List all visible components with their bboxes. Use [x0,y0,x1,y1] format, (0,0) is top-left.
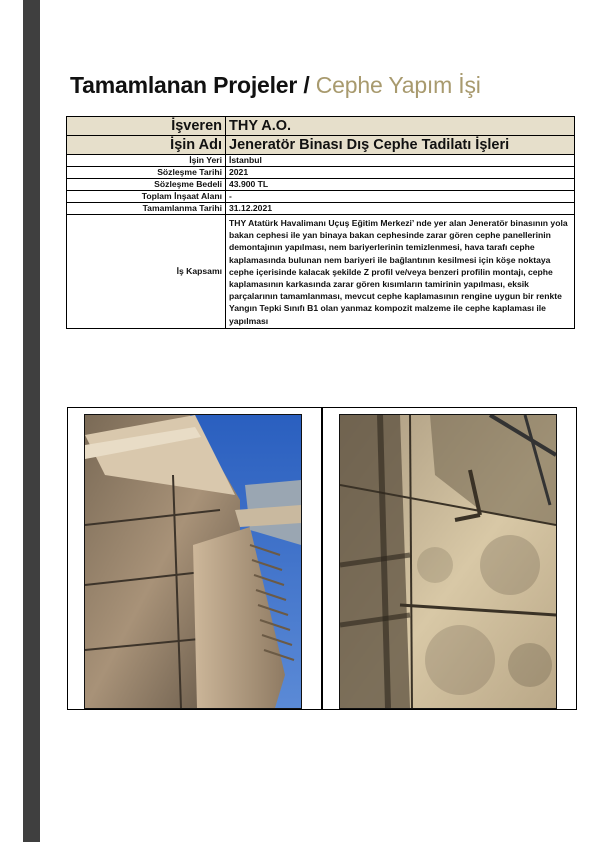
title-main: Tamamlanan Projeler [70,72,298,98]
location-label: İşin Yeri [67,155,226,167]
title-subtitle: Cephe Yapım İşi [315,72,481,98]
location-value: İstanbul [226,155,575,167]
construction-area-label: Toplam İnşaat Alanı [67,191,226,203]
employer-value: THY A.O. [226,117,575,136]
construction-area-value: - [226,191,575,203]
scope-label: İş Kapsamı [67,215,226,329]
location-row [67,155,575,167]
photo-frame-left [67,407,322,710]
contract-date-row [67,167,575,179]
completion-date-row [67,203,575,215]
photo-frame-right [322,407,577,710]
completion-date-value: 31.12.2021 [226,203,575,215]
scope-value: THY Atatürk Havalimanı Uçuş Eğitim Merkezi’ nde yer alan Jeneratör binasının yola bakan cephesi ile yan binaya bakan cephesinde zarar gören cephe panellerinin demontajının yapılması, nem bariyerlerinin temizlenmesi, hava tarafı cephe kaplamasında bulunan nem bariyeri ile bağlantının kesilmesi için köşe noktaya cephe içerisinde kalacak şekilde Z profil ve/veya benzeri profilin montajı, cephe kaplamasının karkasında zarar gören kısımların tamirinin yapılması, eksik parçalarının tamamlanması, mevcut cephe kaplamasının rengine uygun bir renkte Yangın Tepki Sınıfı B1 olan yanmaz kompozit malzeme ile cephe kaplaması ile yapılması [226,215,575,329]
contract-price-value: 43.900 TL [226,179,575,191]
employer-label: İşveren [67,117,226,136]
contract-date-value: 2021 [226,167,575,179]
completion-date-label: Tamamlanma Tarihi [67,203,226,215]
job-name-label: İşin Adı [67,136,226,155]
page-side-bar [23,0,40,842]
contract-date-label: Sözleşme Tarihi [67,167,226,179]
job-name-value: Jeneratör Binası Dış Cephe Tadilatı İşleri [226,136,575,155]
job-name-row [67,136,575,155]
facade-corner-photo [84,414,302,709]
scope-row [67,215,575,329]
contract-price-label: Sözleşme Bedeli [67,179,226,191]
employer-row [67,117,575,136]
contract-price-row [67,179,575,191]
title-separator: / [303,72,310,98]
construction-area-row [67,191,575,203]
project-info-table [66,116,575,329]
facade-shadow-photo [339,414,557,709]
page-title [70,72,481,99]
